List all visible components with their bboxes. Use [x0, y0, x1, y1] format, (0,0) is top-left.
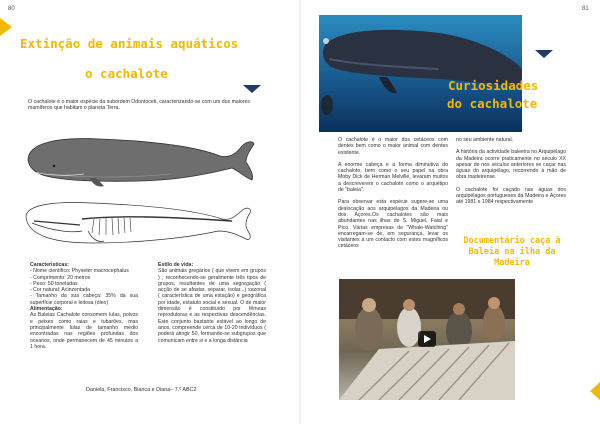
characteristics-block — [30, 262, 138, 350]
characteristics-heading: Características: — [30, 262, 69, 268]
play-icon[interactable] — [418, 331, 436, 347]
documentary-heading: Documentário caça à Baleia na ilha da Madeira — [463, 236, 561, 268]
curiosities-column-2 — [456, 137, 566, 206]
food-heading: Alimentação: — [30, 306, 63, 313]
page-subtitle-right: do cachalote — [447, 96, 538, 111]
characteristic-item: - Cor natural: Acinzentada — [30, 287, 90, 294]
characteristic-item: - Peso: 50 toneladas — [30, 280, 78, 287]
page-number-right: 81 — [582, 6, 589, 12]
curiosities-column-1 — [338, 137, 448, 250]
page-subtitle-left: o cachalote — [85, 66, 168, 81]
characteristic-item: - Nome científico: Physeter macrocephalus — [30, 268, 129, 275]
navy-triangle-decoration — [535, 50, 553, 58]
paragraph: O cachalote é o maior dos cetáceos com dentes bem como o maior animal com dentes existente. — [338, 137, 448, 156]
characteristic-item: - Comprimento: 20 metros — [30, 274, 91, 281]
lifestyle-block — [158, 262, 266, 344]
navy-triangle-decoration — [243, 85, 261, 93]
lifestyle-heading: Estilo de vida: — [158, 262, 194, 268]
paragraph: Para observar esta espécie sugere-se uma deslocação aos arquipélagos da Madeira ou dos Açores.Os cachalotes são mais abundantes nas ilhas de S. Miguel, Faial e Pico. Várias empresas de "Whale-Watching" encarregam-se de, em segurança, levar os visitantes a um contacto com estes magníficos cetáceos — [338, 199, 448, 250]
paragraph: A história da actividade baleeira no Arquipélago da Madeira ocorre praticamente no século XX apesar de nos séculos anteriores se caçar nas águas do arquipélago, recorrendo à mão de obra madeirense. — [456, 149, 566, 181]
page-number-left: 80 — [8, 6, 15, 12]
page-gutter — [299, 0, 301, 424]
page-title-right: Curiosidades — [448, 78, 539, 93]
paragraph: O cachalote foi caçado nas águas dos arquipélagos portugueses da Madeira e Açores até 1981 e 1984 respectivamente — [456, 186, 566, 206]
yellow-triangle-decoration — [0, 18, 12, 36]
characteristic-item: - Tamanho da sua cabeça: 35% da sua superfície corporal e leitosa (óleo) — [30, 293, 138, 306]
food-text: As Baleias Cachalote consomem lulas, polvos e peixes como raias e tubarões, mas principalmente lulas de tamanho médio encontradas nas regiões profundas dos oceanos, onde permanecem de 45 minutos a 1 hora. — [30, 312, 138, 350]
documentary-video-player[interactable] — [339, 279, 515, 400]
sperm-whale-photo — [319, 15, 522, 132]
lifestyle-text: São animais gregários ( que vivem em grupos ) , reconhecendo-se geralmente três tipos de grupos, resultantes de uma segregação ( acção de se afastar, separar, isolar...) sazonal ( característica de uma estação) e geográfica por idade, estatuto social e sexual. O de maior dimensão é constituído por fêmeas reprodutoras e as respectivas descendências. Este conjunto bastante estável ao longo de anos, compreende cerca de 10-20 indivíduos ( poderá atingir 50, formando-se subgrupos que comunicam entre si e a longa distância — [158, 268, 266, 344]
sperm-whale-illustration — [20, 132, 260, 194]
intro-text: O cachalote é o maior espécie da subordem Odontoceti, caracterizando-se com um dos maiores mamíferos que habitam o planeta Terra. — [28, 99, 251, 112]
page-title-left: Extinção de animais aquáticos — [20, 36, 239, 51]
paragraph: no seu ambiente natural. — [456, 137, 514, 143]
whale-skeleton-illustration — [22, 197, 260, 249]
authors-credit: Daniela, Francisco, Bianca e Diana– 7.º ABC2 — [86, 387, 197, 393]
right-page — [300, 0, 600, 424]
yellow-triangle-decoration — [590, 382, 600, 400]
paragraph: A enorme cabeça e a forma diminutiva do cachalote, bem como o seu papel na obra Moby Dick de Herman Melville, levaram muitos a descreverem o cachalote como o arquétipo de "baleia". — [338, 161, 448, 194]
